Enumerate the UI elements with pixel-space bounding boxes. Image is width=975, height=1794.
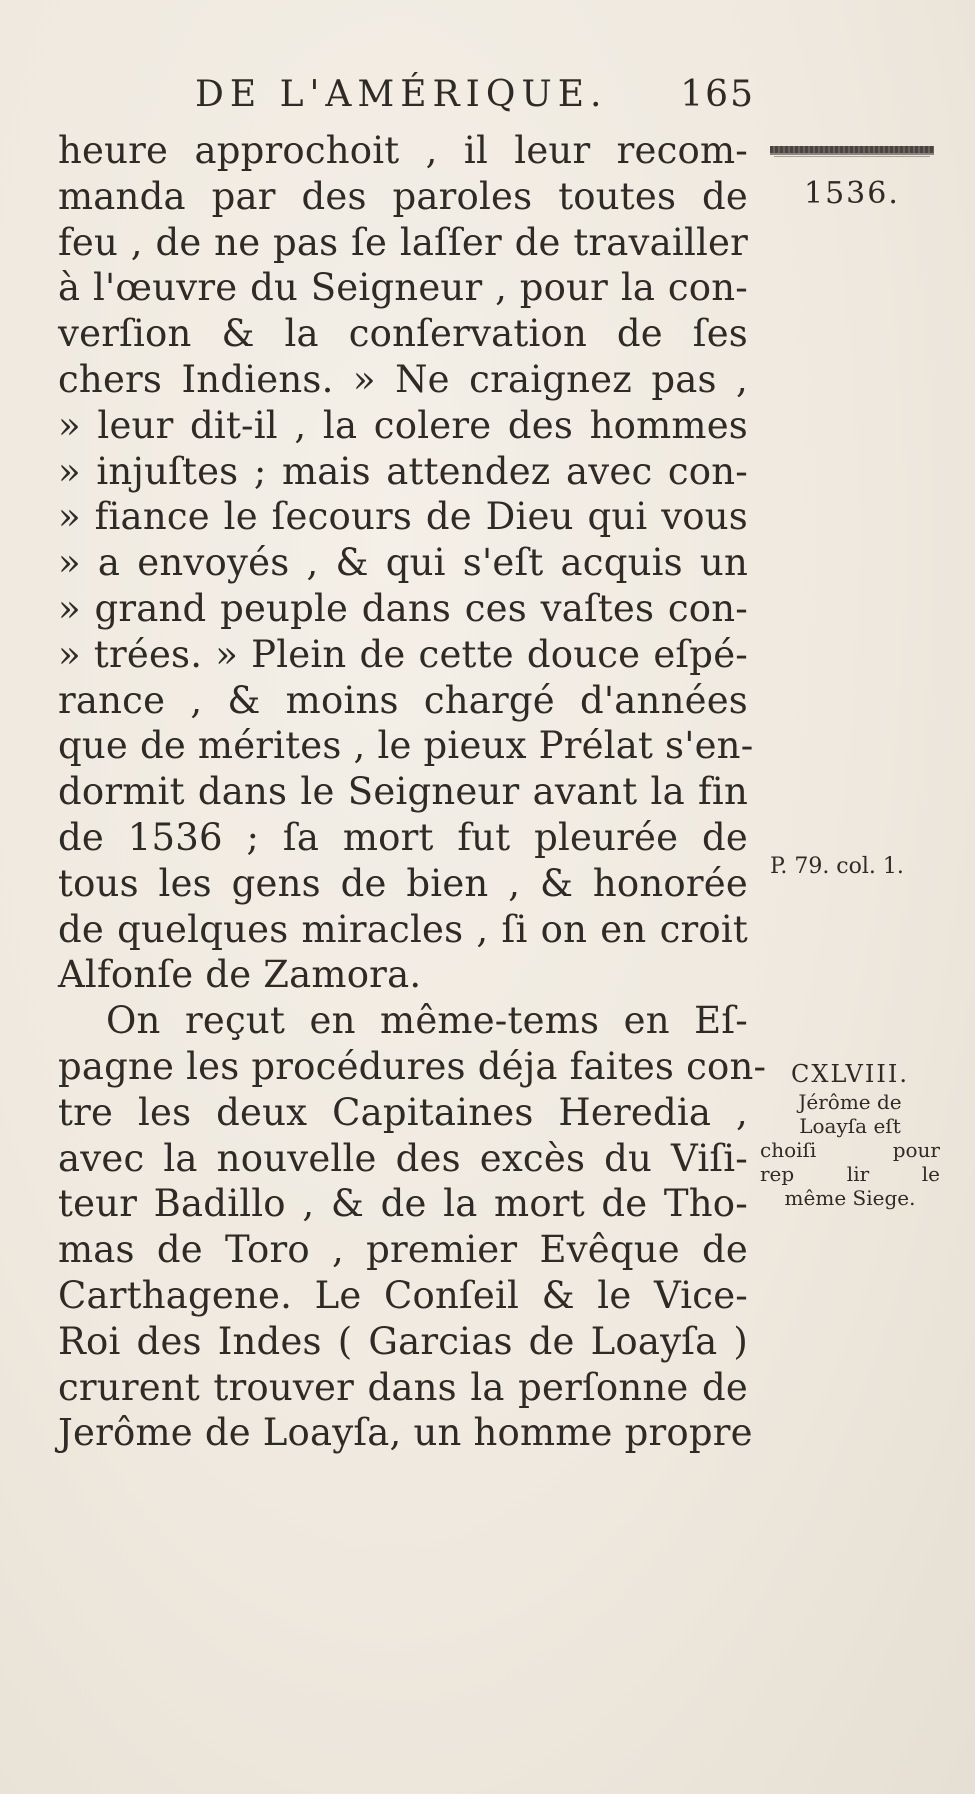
text-line-paragraph-end: Alfonſe de Zamora. bbox=[58, 953, 422, 997]
text-line: mas de Toro , premier Evêque de bbox=[58, 1228, 748, 1272]
text-line: dormit dans le Seigneur avant la fin bbox=[58, 770, 748, 814]
text-line: » trées. » Plein de cette douce eſpé- bbox=[58, 632, 748, 676]
margin-note-line: Loayſa eſt bbox=[799, 1114, 901, 1138]
running-head bbox=[195, 74, 755, 115]
margin-note-number: CXLVIII. bbox=[791, 1060, 909, 1088]
margin-reference: P. 79. col. 1. bbox=[770, 854, 904, 879]
page-number: 165 bbox=[680, 74, 755, 115]
margin-note bbox=[760, 1062, 940, 1210]
text-line: » grand peuple dans ces vaſtes con- bbox=[58, 586, 748, 630]
text-line: de 1536 ; ſa mort fut pleurée de bbox=[58, 815, 748, 859]
text-line: » injuſtes ; mais attendez avec con- bbox=[58, 449, 748, 493]
text-line: Carthagene. Le Conſeil & le Vice- bbox=[58, 1273, 748, 1317]
text-line: verſion & la conſervation de ſes bbox=[58, 312, 748, 356]
text-line: » fiance le ſecours de Dieu qui vous bbox=[58, 495, 748, 539]
text-line-paragraph-start: On reçut en même-tems en Eſ- bbox=[106, 999, 748, 1043]
text-line: pagne les procédures déja faites con- bbox=[58, 1044, 767, 1088]
text-line: chers Indiens. » Ne craignez pas , bbox=[58, 357, 748, 401]
text-line: » leur dit-il , la colere des hommes bbox=[58, 403, 748, 447]
text-line: de quelques miracles , ſi on en croit bbox=[58, 907, 748, 951]
running-head-title: DE L'AMÉRIQUE. bbox=[195, 74, 608, 115]
text-line: manda par des paroles toutes de bbox=[58, 174, 748, 218]
margin-note-line: même Siege. bbox=[784, 1186, 916, 1210]
text-line: tous les gens de bien , & honorée bbox=[58, 861, 748, 905]
margin-ornament-rule bbox=[770, 146, 934, 155]
text-line: que de mérites , le pieux Prélat s'en- bbox=[58, 724, 754, 768]
body-text bbox=[58, 128, 767, 1456]
text-line: à l'œuvre du Seigneur , pour la con- bbox=[58, 266, 748, 310]
text-line: tre les deux Capitaines Heredia , bbox=[58, 1090, 748, 1134]
text-line: heure approchoit , il leur recom- bbox=[58, 129, 748, 172]
text-line: feu , de ne pas ſe laſſer de travailler bbox=[58, 220, 748, 264]
text-line: Jerôme de Loayſa, un homme propre bbox=[58, 1411, 753, 1455]
text-line: rance , & moins chargé d'années bbox=[58, 678, 748, 722]
text-line: » a envoyés , & qui s'eſt acquis un bbox=[58, 541, 748, 585]
margin-note-line: rep lir le bbox=[760, 1162, 940, 1186]
text-line: avec la nouvelle des excès du Viſi- bbox=[58, 1136, 748, 1180]
margin-note-line: choiſi pour bbox=[760, 1138, 940, 1162]
margin-note-line: Jérôme de bbox=[798, 1090, 902, 1114]
text-line: teur Badillo , & de la mort de Tho- bbox=[58, 1182, 748, 1226]
text-line: crurent trouver dans la perſonne de bbox=[58, 1365, 748, 1409]
margin-year: 1536. bbox=[804, 176, 900, 211]
text-line: Roi des Indes ( Garcias de Loayſa ) bbox=[58, 1319, 748, 1363]
